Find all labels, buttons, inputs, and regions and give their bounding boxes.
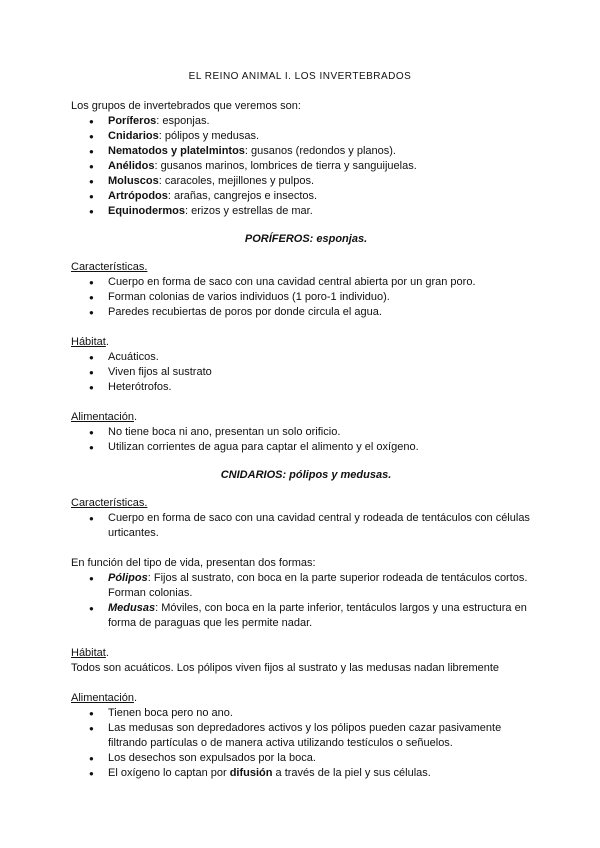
poriferos-habitat-label: Hábitat. bbox=[71, 336, 109, 348]
list-item: ● Cuerpo en forma de saco con una cavidad central y rodeada de tentáculos con células urticantes. bbox=[71, 511, 541, 541]
cnidarios-caracteristicas-list bbox=[71, 511, 541, 541]
cnidarios-alimentacion-label: Alimentación. bbox=[71, 692, 138, 704]
poriferos-heading: PORÍFEROS: esponjas. bbox=[244, 233, 368, 245]
list-item: ● Tienen boca pero no ano. bbox=[71, 706, 541, 721]
cnidarios-habitat-text: Todos son acuáticos. Los pólipos viven fijos al sustrato y las medusas nadan libremente bbox=[71, 662, 500, 674]
poriferos-alimentacion-list bbox=[71, 425, 541, 455]
list-item: ● No tiene boca ni ano, presentan un solo orificio. bbox=[71, 425, 541, 440]
cnidarios-formas-intro: En función del tipo de vida, presentan dos formas: bbox=[71, 557, 316, 569]
list-item: ● Poríferos: esponjas. bbox=[71, 114, 541, 129]
list-item: ● El oxígeno lo captan por difusión a través de la piel y sus células. bbox=[71, 766, 541, 781]
list-item: ● Pólipos: Fijos al sustrato, con boca en la parte superior rodeada de tentáculos cortos. Forman colonias. bbox=[71, 571, 541, 601]
cnidarios-formas-list bbox=[71, 571, 541, 631]
list-item: ● Cnidarios: pólipos y medusas. bbox=[71, 129, 541, 144]
list-item: ● Cuerpo en forma de saco con una cavidad central abierta por un gran poro. bbox=[71, 275, 541, 290]
cnidarios-caracteristicas-label: Características. bbox=[71, 497, 148, 509]
poriferos-caracteristicas-list bbox=[71, 275, 541, 320]
groups-list bbox=[71, 114, 541, 219]
document-body bbox=[71, 99, 541, 781]
list-item: ● Equinodermos: erizos y estrellas de mar. bbox=[71, 204, 541, 219]
poriferos-habitat-list bbox=[71, 350, 541, 395]
list-item: ● Artrópodos: arañas, cangrejos e insectos. bbox=[71, 189, 541, 204]
list-item: ● Moluscos: caracoles, mejillones y pulpos. bbox=[71, 174, 541, 189]
list-item: ● Nematodos y platelmintos: gusanos (redondos y planos). bbox=[71, 144, 541, 159]
intro-text: Los grupos de invertebrados que veremos son: bbox=[71, 100, 301, 112]
list-item: ● Forman colonias de varios individuos (1 poro-1 individuo). bbox=[71, 290, 541, 305]
list-item: ● Viven fijos al sustrato bbox=[71, 365, 541, 380]
poriferos-caracteristicas-label: Características. bbox=[71, 261, 148, 273]
list-item: ● Anélidos: gusanos marinos, lombrices de tierra y sanguijuelas. bbox=[71, 159, 541, 174]
cnidarios-alimentacion-list bbox=[71, 706, 541, 781]
list-item: ● Las medusas son depredadores activos y los pólipos pueden cazar pasivamente filtrando partículas o de manera activa utilizando testículos o señuelos. bbox=[71, 721, 541, 751]
list-item: ● Paredes recubiertas de poros por donde circula el agua. bbox=[71, 305, 541, 320]
document-title: EL REINO ANIMAL I. LOS INVERTEBRADOS bbox=[188, 71, 412, 82]
cnidarios-habitat-label: Hábitat. bbox=[71, 647, 109, 659]
list-item: ● Acuáticos. bbox=[71, 350, 541, 365]
list-item: ● Los desechos son expulsados por la boca. bbox=[71, 751, 541, 766]
list-item: ● Heterótrofos. bbox=[71, 380, 541, 395]
list-item: ● Utilizan corrientes de agua para captar el alimento y el oxígeno. bbox=[71, 440, 541, 455]
poriferos-alimentacion-label: Alimentación. bbox=[71, 411, 138, 423]
list-item: ● Medusas: Móviles, con boca en la parte inferior, tentáculos largos y una estructura en forma de paraguas que les permite nadar. bbox=[71, 601, 541, 631]
cnidarios-heading: CNIDARIOS: pólipos y medusas. bbox=[220, 469, 392, 481]
